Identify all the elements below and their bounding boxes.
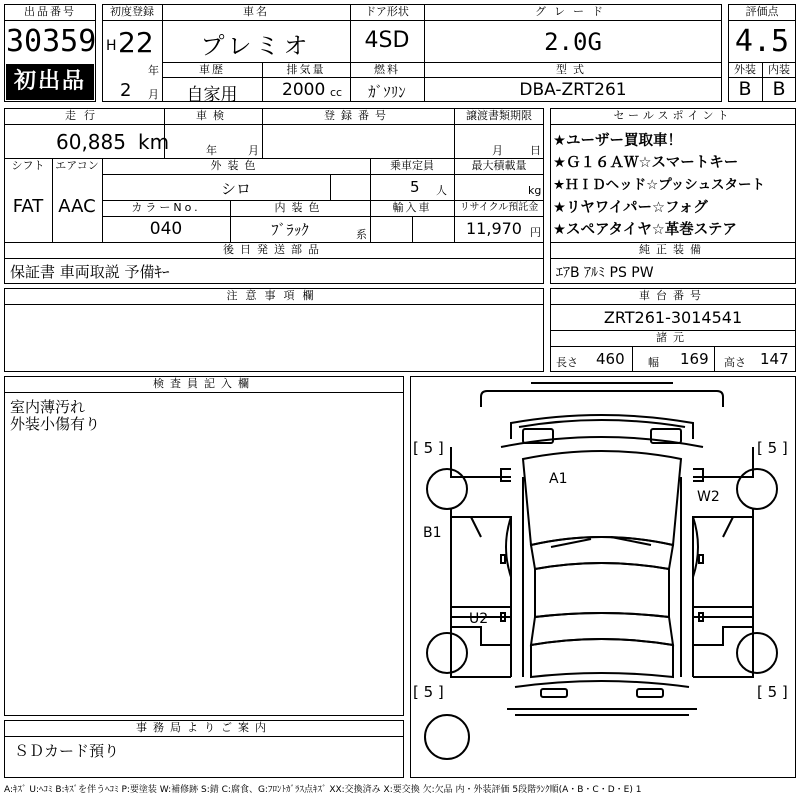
first-listing-badge: 初出品: [6, 64, 94, 100]
colorno: 040: [149, 219, 183, 239]
tire-score-tr: [ 5 ]: [757, 439, 788, 457]
grade: 2.0G: [544, 28, 602, 56]
wid-label: 幅: [648, 356, 659, 369]
score: 4.5: [734, 24, 790, 59]
disp-unit: cc: [330, 86, 343, 99]
intcolor-label: 内装色: [274, 201, 326, 214]
inspector-line: 外装小傷有り: [10, 415, 101, 433]
grade-label: グレード: [535, 5, 611, 18]
shift-label: シフト: [11, 159, 45, 172]
capacity-label: 乗車定員: [390, 159, 434, 172]
inspect-year-unit: 年: [206, 144, 217, 157]
width: 169: [680, 350, 709, 368]
ac-label: エアコン: [55, 159, 99, 172]
damage-mark: W2: [697, 489, 720, 505]
sales-label: セールスポイント: [613, 109, 733, 122]
chassis-number: ZRT261-3014541: [603, 308, 743, 327]
capacity-unit: 人: [436, 184, 447, 197]
hgt-label: 高さ: [724, 356, 746, 369]
model-label: 型式: [556, 63, 590, 76]
sales-point: ★リヤワイパー☆フォグ: [553, 200, 708, 216]
tire-score-br: [ 5 ]: [757, 683, 788, 701]
car-name: プレミオ: [200, 32, 312, 60]
sales-point: ★ＨＩＤヘッド☆プッシュスタート: [553, 177, 765, 193]
recycle-unit: 円: [530, 226, 541, 239]
door-label: ドア形状: [365, 5, 409, 18]
int-label: 内装: [768, 63, 790, 76]
year-unit: 年: [148, 64, 159, 77]
notes-label: 注意事項欄: [226, 289, 322, 302]
car-diagram: [410, 376, 796, 778]
equipment: ｴｱB ｱﾙﾐ PS PW: [556, 265, 654, 281]
tire-score-tl: [ 5 ]: [413, 439, 444, 457]
car-outline: [411, 377, 794, 776]
model-code: DBA-ZRT261: [519, 80, 627, 100]
tire-score-bl: [ 5 ]: [413, 683, 444, 701]
damage-mark: B1: [423, 525, 442, 541]
load-label: 最大積載量: [471, 159, 527, 172]
int-grade: B: [772, 78, 786, 100]
load-unit: kg: [528, 184, 542, 197]
lot-number: 30359: [6, 24, 97, 59]
color: シロ: [220, 180, 251, 198]
inspect-month-unit: 月: [248, 144, 259, 157]
capacity: 5: [410, 178, 420, 196]
import-label: 輸入車: [392, 201, 432, 214]
sales-point: ★Ｇ１６ＡＷ☆スマートキー: [553, 155, 739, 171]
length: 460: [596, 350, 625, 368]
color-label: 外装色: [210, 159, 262, 172]
fuel-label: 燃料: [374, 63, 400, 76]
door: 4SD: [364, 28, 410, 53]
intcolor: ﾌﾞﾗｯｸ: [271, 221, 309, 239]
damage-mark: U2: [469, 611, 489, 627]
len-label: 長さ: [556, 356, 578, 369]
transfer-label: 譲渡書類期限: [466, 109, 532, 122]
inspect-label: 車検: [196, 109, 230, 122]
office-label: 事務局よりご案内: [136, 721, 272, 734]
month-unit: 月: [148, 88, 159, 101]
height: 147: [760, 350, 789, 368]
regno-label: 登録番号: [324, 109, 392, 122]
mileage: 60,885: [56, 130, 126, 154]
displacement: 2000: [282, 80, 326, 100]
intcolor-unit: 系: [356, 228, 367, 241]
score-label: 評価点: [745, 5, 779, 18]
reg-month: 2: [120, 80, 132, 101]
inspector-line: 室内薄汚れ: [10, 398, 86, 416]
history-label: 車歴: [199, 63, 225, 76]
later-parts: 保証書 車両取説 予備ｷｰ: [10, 263, 170, 281]
office-text: ＳＤカード預り: [14, 742, 120, 760]
mileage-label: 走行: [65, 109, 103, 122]
colorno-label: カラーNo.: [131, 201, 201, 214]
sales-point: ★ユーザー買取車！: [553, 133, 682, 149]
equip-label: 純正装備: [639, 243, 707, 256]
disp-label: 排気量: [286, 63, 326, 76]
inspector-label: 検査員記入欄: [153, 377, 255, 390]
sales-point: ★スペアタイヤ☆革巻ステア: [553, 222, 737, 238]
mileage-unit: km: [138, 130, 170, 154]
later-label: 後日発送部品: [223, 243, 325, 256]
lot-label: 出品番号: [24, 5, 76, 18]
history: 自家用: [186, 85, 238, 105]
ac: AAC: [58, 196, 96, 217]
car-name-label: 車名: [243, 5, 269, 18]
era: H: [106, 38, 117, 54]
chassis-label: 車台番号: [639, 289, 707, 302]
first-reg-label: 初度登録: [110, 5, 154, 18]
ext-grade: B: [738, 78, 752, 100]
damage-mark: A1: [549, 471, 568, 487]
spec-label: 諸元: [656, 331, 690, 344]
recycle: 11,970: [466, 219, 522, 238]
fuel: ｶﾞｿﾘﾝ: [368, 83, 406, 101]
recycle-label: リサイクル預託金: [459, 202, 539, 213]
shift: FAT: [12, 196, 44, 217]
reg-year: 22: [118, 26, 154, 59]
ext-label: 外装: [734, 63, 756, 76]
transfer-month: 月: [492, 144, 503, 157]
transfer-day: 日: [530, 144, 541, 157]
legend: A:ｷｽﾞ U:ﾍｺﾐ B:ｷｽﾞを伴うﾍｺﾐ P:要塗装 W:補修跡 S:錆 C:腐食、G:ﾌﾛﾝﾄｶﾞﾗｽ点ｷｽﾞ XX:交換済み X:要交換 欠:欠品 内・外装評価 5段階ﾗﾝｸ順(A・B・C・D・E) 1: [4, 785, 642, 795]
